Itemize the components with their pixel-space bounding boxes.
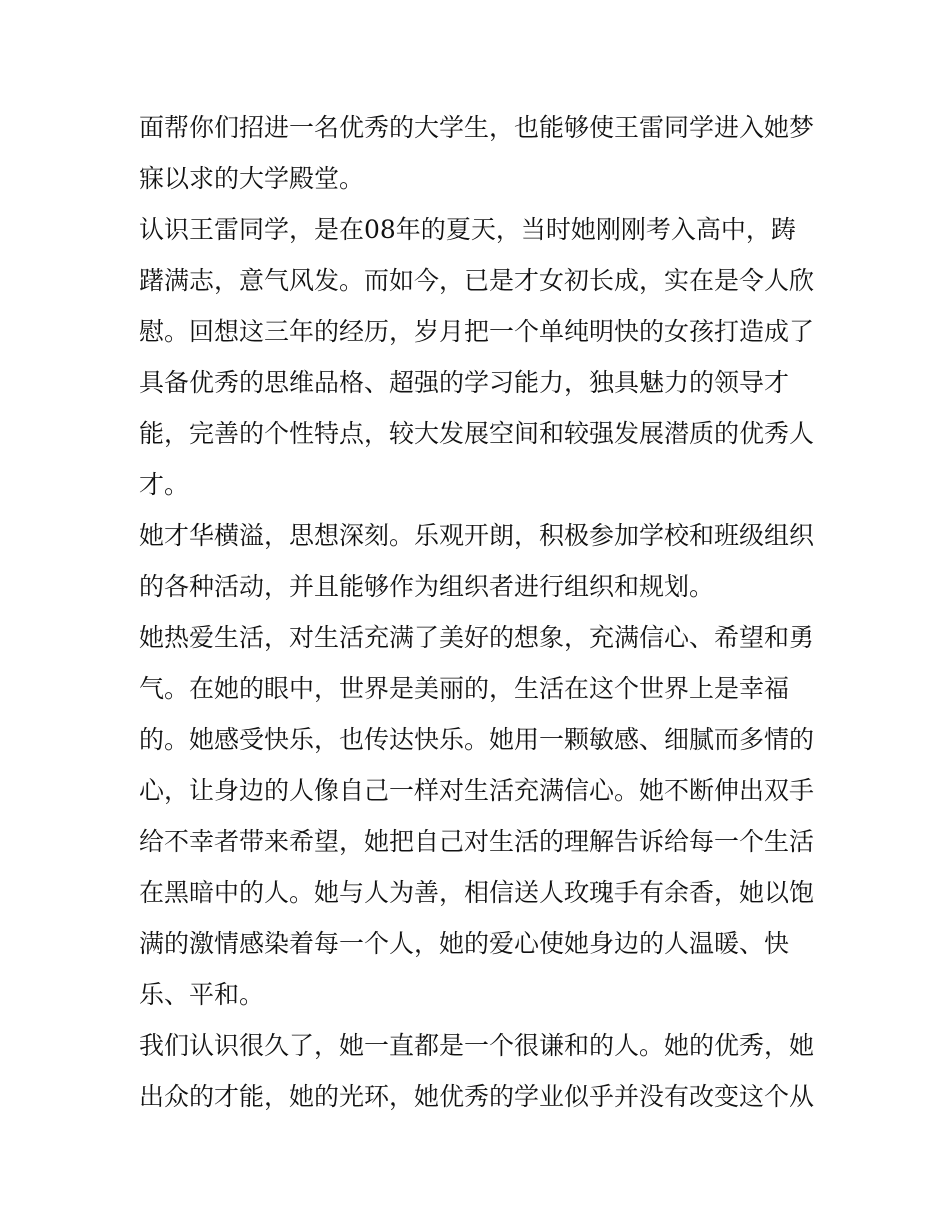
text-line: 心，让身边的人像自己一样对生活充满信心。她不断伸出双手	[139, 776, 815, 805]
text-line: 能，完善的个性特点，较大发展空间和较强发展潜质的优秀人	[139, 419, 815, 448]
text-line: 具备优秀的思维品格、超强的学习能力，独具魅力的领导才	[139, 368, 790, 397]
document-body	[139, 102, 819, 1122]
text-line: 我们认识很久了，她一直都是一个很谦和的人。她的优秀，她	[139, 1031, 815, 1060]
text-line: 才。	[139, 470, 190, 499]
paragraph-5	[139, 1020, 819, 1122]
text-line: 在黑暗中的人。她与人为善，相信送人玫瑰手有余香，她以饱	[139, 878, 815, 907]
text-line: 躇满志，意气风发。而如今，已是才女初长成，实在是令人欣	[139, 266, 815, 295]
paragraph-2	[139, 204, 819, 510]
text-line: 给不幸者带来希望，她把自己对生活的理解告诉给每一个生活	[139, 827, 815, 856]
paragraph-3	[139, 510, 819, 612]
text-line: 面帮你们招进一名优秀的大学生，也能够使王雷同学进入她梦	[139, 113, 815, 142]
text-line: 的各种活动，并且能够作为组织者进行组织和规划。	[139, 572, 715, 601]
paragraph-1	[139, 102, 819, 204]
text-line: 慰。回想这三年的经历，岁月把一个单纯明快的女孩打造成了	[139, 317, 815, 346]
text-line: 出众的才能，她的光环，她优秀的学业似乎并没有改变这个从	[139, 1082, 815, 1111]
text-line: 乐、平和。	[139, 980, 265, 1009]
text-line: 寐以求的大学殿堂。	[139, 164, 365, 193]
text-line: 满的激情感染着每一个人，她的爱心使她身边的人温暖、快	[139, 929, 790, 958]
text-line: 气。在她的眼中，世界是美丽的，生活在这个世界上是幸福	[139, 674, 790, 703]
text-line: 的。她感受快乐，也传达快乐。她用一颗敏感、细腻而多情的	[139, 725, 815, 754]
text-line: 她才华横溢，思想深刻。乐观开朗，积极参加学校和班级组织	[139, 521, 815, 550]
text-line: 她热爱生活，对生活充满了美好的想象，充满信心、希望和勇	[139, 623, 815, 652]
paragraph-4	[139, 612, 819, 1020]
text-line: 认识王雷同学，是在08年的夏天，当时她刚刚考入高中，踌	[139, 215, 796, 244]
